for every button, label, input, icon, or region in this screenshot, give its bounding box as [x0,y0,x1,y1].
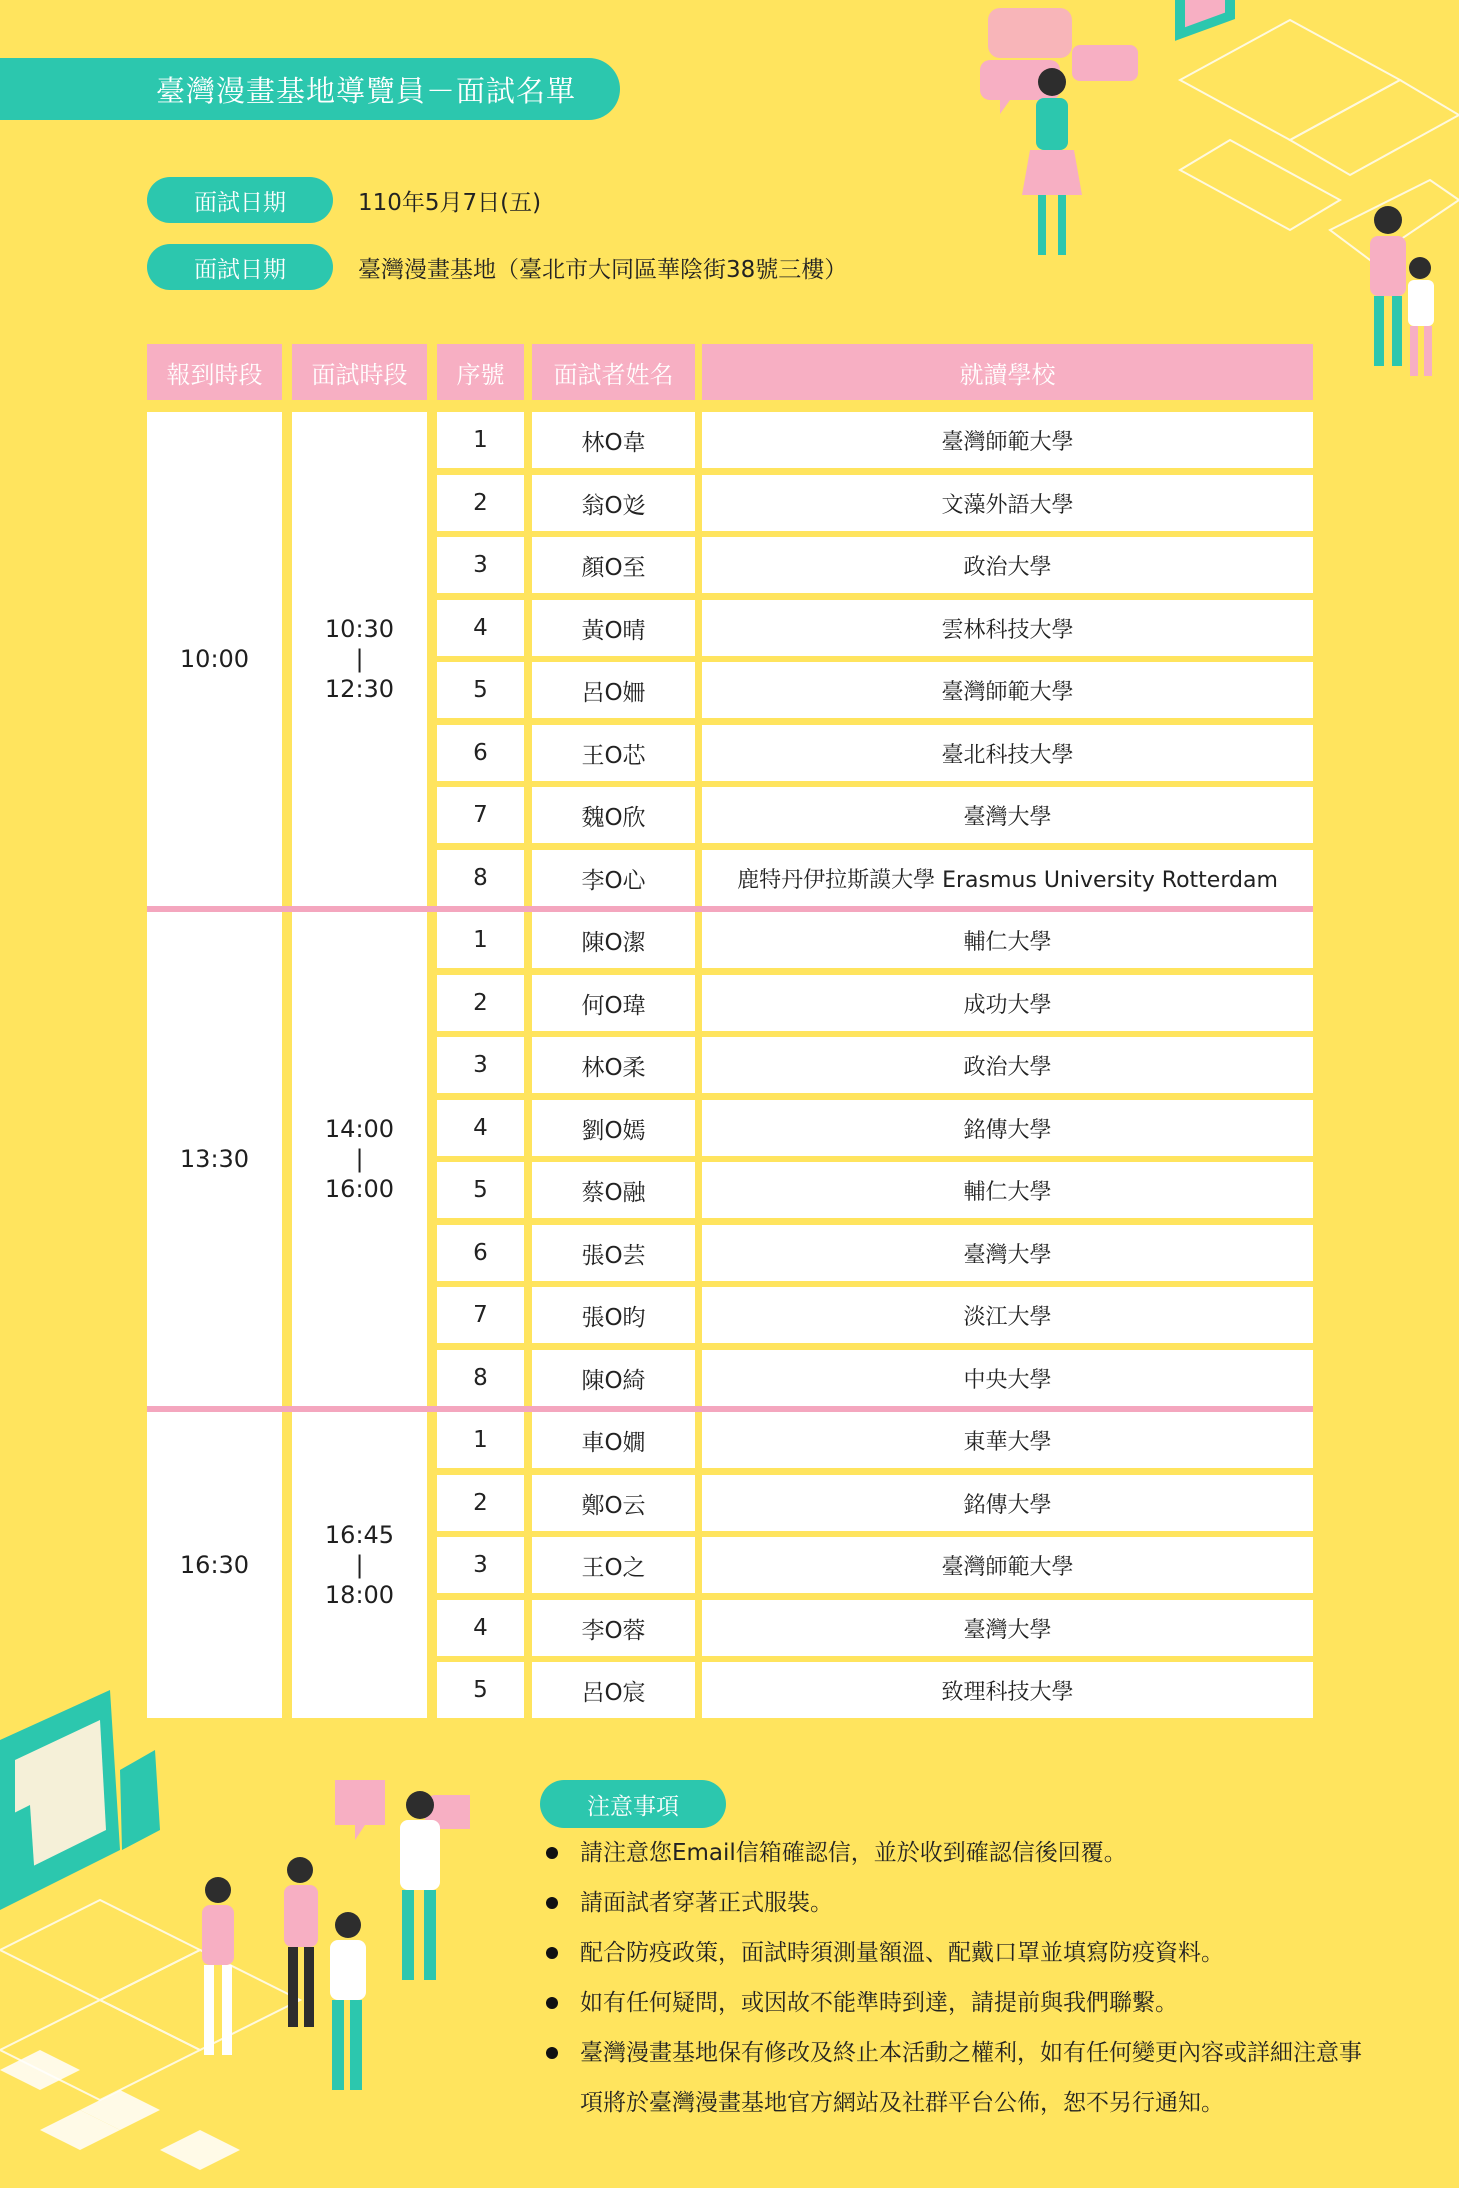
row-number: 3 [437,537,524,593]
bullet-icon [546,1897,558,1909]
interview-slot [292,1412,427,1718]
note-item [546,1928,1366,1978]
row-number: 4 [437,1100,524,1156]
row-school: 文藻外語大學 [702,475,1313,531]
bullet-icon [546,1997,558,2009]
row-number: 2 [437,1475,524,1531]
row-name: 車O嫺 [532,1412,695,1468]
row-number: 5 [437,1662,524,1718]
row-number: 2 [437,975,524,1031]
note-item [546,1878,1366,1928]
row-number: 8 [437,1350,524,1406]
row-name: 李O蓉 [532,1600,695,1656]
row-school: 銘傳大學 [702,1100,1313,1156]
slot-end: 16:00 [324,1175,395,1203]
row-school: 成功大學 [702,975,1313,1031]
row-school: 臺灣大學 [702,1225,1313,1281]
note-text: 請注意您Email信箱確認信，並於收到確認信後回覆。 [580,1840,1127,1866]
info-value: 110年5月7日(五) [358,189,542,216]
info-row-location [147,244,847,290]
row-name: 鄭O云 [532,1475,695,1531]
row-name: 張O芸 [532,1225,695,1281]
row-school: 輔仁大學 [702,1162,1313,1218]
row-number: 4 [437,1600,524,1656]
row-number: 3 [437,1537,524,1593]
slot-start: 16:45 [324,1521,395,1549]
row-number: 1 [437,1412,524,1468]
row-school: 輔仁大學 [702,912,1313,968]
slot-start: 14:00 [324,1115,395,1143]
row-school: 淡江大學 [702,1287,1313,1343]
interview-slot [292,412,427,906]
info-label: 面試日期 [147,177,333,223]
row-number: 2 [437,475,524,531]
row-school: 臺灣大學 [702,787,1313,843]
row-school: 臺灣大學 [702,1600,1313,1656]
bookshelf-visitors-illustration [0,1650,470,2188]
checkin-time [147,912,282,1406]
header-slot: 面試時段 [292,344,427,400]
row-school: 政治大學 [702,1037,1313,1093]
row-school: 致理科技大學 [702,1662,1313,1718]
row-school: 臺灣師範大學 [702,1537,1313,1593]
row-school: 雲林科技大學 [702,600,1313,656]
row-school: 政治大學 [702,537,1313,593]
slot-sep: | [355,1551,364,1579]
row-school: 中央大學 [702,1350,1313,1406]
row-school: 臺灣師範大學 [702,662,1313,718]
info-value: 臺灣漫畫基地（臺北市大同區華陰街38號三樓） [358,256,848,283]
note-text: 如有任何疑問，或因故不能準時到達，請提前與我們聯繫。 [580,1990,1178,2016]
note-item [546,1978,1366,2028]
row-number: 6 [437,725,524,781]
header-number: 序號 [437,344,524,400]
row-school: 鹿特丹伊拉斯謨大學 Erasmus University Rotterdam [702,850,1313,906]
bullet-icon [546,2047,558,2059]
row-school: 臺北科技大學 [702,725,1313,781]
row-number: 6 [437,1225,524,1281]
row-number: 4 [437,600,524,656]
row-name: 林O韋 [532,412,695,468]
row-number: 3 [437,1037,524,1093]
row-number: 1 [437,912,524,968]
checkin-time [147,1412,282,1718]
checkin-time-text: 10:00 [179,645,250,673]
row-number: 7 [437,1287,524,1343]
bullet-icon [546,1847,558,1859]
row-name: 翁O彣 [532,475,695,531]
note-text: 配合防疫政策，面試時須測量額溫、配戴口罩並填寫防疫資料。 [580,1940,1224,1966]
note-item [546,1828,1366,1878]
header-checkin: 報到時段 [147,344,282,400]
row-name: 呂O姍 [532,662,695,718]
page-title: 臺灣漫畫基地導覽員－面試名單 [0,58,620,120]
slot-sep: | [355,645,364,673]
row-name: 陳O潔 [532,912,695,968]
row-name: 王O之 [532,1537,695,1593]
row-number: 5 [437,1162,524,1218]
row-name: 蔡O融 [532,1162,695,1218]
header-school: 就讀學校 [702,344,1313,400]
note-text: 臺灣漫畫基地保有修改及終止本活動之權利，如有任何變更內容或詳細注意事項將於臺灣漫畫基地官方網站及社群平台公佈，恕不另行通知。 [580,2040,1362,2116]
checkin-time-text: 13:30 [179,1145,250,1173]
slot-sep: | [355,1145,364,1173]
row-number: 8 [437,850,524,906]
row-name: 劉O嫣 [532,1100,695,1156]
checkin-time-text: 16:30 [179,1551,250,1579]
slot-end: 12:30 [324,675,395,703]
row-name: 張O昀 [532,1287,695,1343]
row-name: 何O瑋 [532,975,695,1031]
notes-label: 注意事項 [540,1780,726,1828]
row-number: 7 [437,787,524,843]
row-name: 顏O至 [532,537,695,593]
info-row-date [147,177,541,223]
bullet-icon [546,1947,558,1959]
info-label: 面試日期 [147,244,333,290]
note-item [546,2028,1366,2128]
row-school: 東華大學 [702,1412,1313,1468]
row-name: 黃O晴 [532,600,695,656]
row-name: 魏O欣 [532,787,695,843]
row-number: 1 [437,412,524,468]
row-school: 銘傳大學 [702,1475,1313,1531]
slot-end: 18:00 [324,1581,395,1609]
row-name: 王O芯 [532,725,695,781]
row-name: 林O柔 [532,1037,695,1093]
slot-start: 10:30 [324,615,395,643]
row-number: 5 [437,662,524,718]
header-name: 面試者姓名 [532,344,695,400]
row-name: 李O心 [532,850,695,906]
interview-slot [292,912,427,1406]
row-school: 臺灣師範大學 [702,412,1313,468]
note-text: 請面試者穿著正式服裝。 [580,1890,833,1916]
checkin-time [147,412,282,906]
row-name: 陳O綺 [532,1350,695,1406]
row-name: 呂O宸 [532,1662,695,1718]
